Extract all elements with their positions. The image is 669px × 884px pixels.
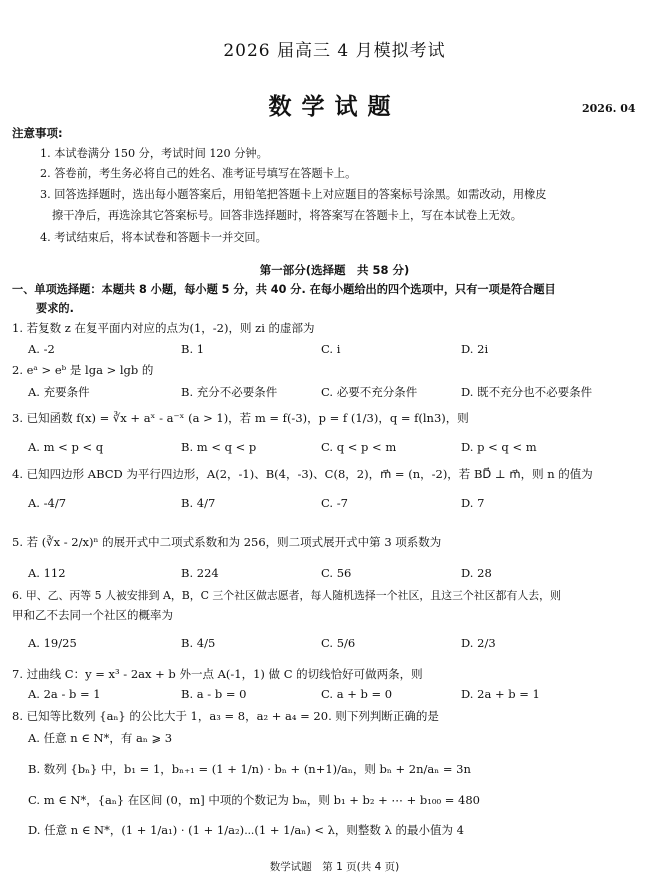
- notice-item: 3. 回答选择题时，选出每小题答案后，用铅笔把答题卡上对应题目的答案标号涂黑。如需改动，用橡皮: [40, 188, 547, 201]
- statement-d: D. 任意 n ∈ N*，(1 + 1/a₁) · (1 + 1/a₂)⋯(1 + 1/aₙ) < λ，则整数 λ 的最小值为 4: [28, 823, 464, 837]
- option-c: C. q < p < m: [321, 440, 397, 454]
- part-title: 第一部分(选择题 共 58 分): [259, 263, 410, 277]
- option-a: A. 112: [28, 566, 66, 580]
- option-b: B. 4/7: [181, 496, 216, 510]
- option-c: C. a + b = 0: [321, 687, 393, 701]
- option-a: A. -2: [28, 342, 55, 356]
- statement-b: B. 数列 {bₙ} 中，b₁ = 1，bₙ₊₁ = (1 + 1/n) · bₙ + (n+1)/aₙ，则 bₙ + 2n/aₙ = 3n: [28, 762, 471, 776]
- notice-item: 擦干净后，再选涂其它答案标号。回答非选择题时，将答案写在答题卡上，写在本试卷上无效。: [52, 209, 522, 222]
- option-b: B. 1: [181, 342, 205, 356]
- option-b: B. 224: [181, 566, 219, 580]
- option-a: A. 充要条件: [28, 385, 90, 399]
- option-a: A. 19/25: [28, 636, 77, 650]
- option-b: B. 充分不必要条件: [181, 385, 278, 399]
- part-instruction: 一、单项选择题：本题共 8 小题，每小题 5 分，共 40 分. 在每小题给出的四个选项中，只有一项是符合题目: [12, 283, 556, 296]
- question-stem: 3. 已知函数 f(x) = ∛x + aˣ - a⁻ˣ (a > 1)，若 m = f(-3)，p = f (1/3)，q = f(ln3)，则: [12, 411, 469, 425]
- option-c: C. 56: [321, 566, 352, 580]
- option-c: C. 5/6: [321, 636, 356, 650]
- statement-a: A. 任意 n ∈ N*，有 aₙ ⩾ 3: [28, 731, 173, 745]
- option-c: C. i: [321, 342, 341, 356]
- question-stem: 7. 过曲线 C：y = x³ - 2ax + b 外一点 A(-1，1) 做 C 的切线恰好可做两条，则: [12, 667, 423, 681]
- option-c: C. -7: [321, 496, 348, 510]
- exam-title: 2026 届高三 4 月模拟考试: [223, 41, 446, 61]
- question-stem: 8. 已知等比数列 {aₙ} 的公比大于 1，a₃ = 8，a₂ + a₄ = 20. 则下列判断正确的是: [12, 709, 439, 723]
- option-d: D. 2a + b = 1: [461, 687, 540, 701]
- notice-item: 4. 考试结束后，将本试卷和答题卡一并交回。: [40, 231, 267, 244]
- option-c: C. 必要不充分条件: [321, 385, 418, 399]
- question-stem-cont: 甲和乙不去同一个社区的概率为: [12, 608, 173, 622]
- option-b: B. a - b = 0: [181, 687, 247, 701]
- exam-date: 2026. 04: [582, 102, 636, 115]
- page-footer: 数学试题 第 1 页(共 4 页): [269, 861, 400, 873]
- option-d: D. 2/3: [461, 636, 496, 650]
- option-b: B. m < q < p: [181, 440, 257, 454]
- notice-heading: 注意事项:: [12, 126, 63, 140]
- option-b: B. 4/5: [181, 636, 216, 650]
- option-d: D. 7: [461, 496, 485, 510]
- question-stem: 2. eᵃ > eᵇ 是 lga > lgb 的: [12, 363, 154, 377]
- notice-item: 2. 答卷前，考生务必将自己的姓名、准考证号填写在答题卡上。: [40, 167, 357, 180]
- question-stem: 5. 若 (∛x - 2/x)ⁿ 的展开式中二项式系数和为 256，则二项式展开式中第 3 项系数为: [12, 535, 442, 549]
- notice-item: 1. 本试卷满分 150 分，考试时间 120 分钟。: [40, 147, 268, 160]
- option-d: D. 既不充分也不必要条件: [461, 385, 593, 399]
- question-stem: 6. 甲、乙、丙等 5 人被安排到 A，B，C 三个社区做志愿者，每人随机选择一个社区，且这三个社区都有人去，则: [12, 589, 561, 602]
- option-d: D. 2i: [461, 342, 489, 356]
- subject-title: 数学试题: [268, 94, 401, 120]
- option-a: A. 2a - b = 1: [28, 687, 101, 701]
- part-instruction-cont: 要求的.: [36, 302, 74, 315]
- option-d: D. p < q < m: [461, 440, 537, 454]
- option-d: D. 28: [461, 566, 492, 580]
- question-stem: 4. 已知四边形 ABCD 为平行四边形，A(2，-1)、B(4，-3)、C(8，2)，m⃗ = (n，-2)，若 BD⃗ ⊥ m⃗，则 n 的值为: [12, 467, 593, 481]
- option-a: A. -4/7: [28, 496, 67, 510]
- statement-c: C. m ∈ N*，{aₙ} 在区间 (0，m] 中项的个数记为 bₘ，则 b₁ + b₂ + ⋯ + b₁₀₀ = 480: [28, 793, 480, 807]
- option-a: A. m < p < q: [28, 440, 104, 454]
- question-stem: 1. 若复数 z 在复平面内对应的点为(1，-2)，则 zi 的虚部为: [12, 321, 315, 335]
